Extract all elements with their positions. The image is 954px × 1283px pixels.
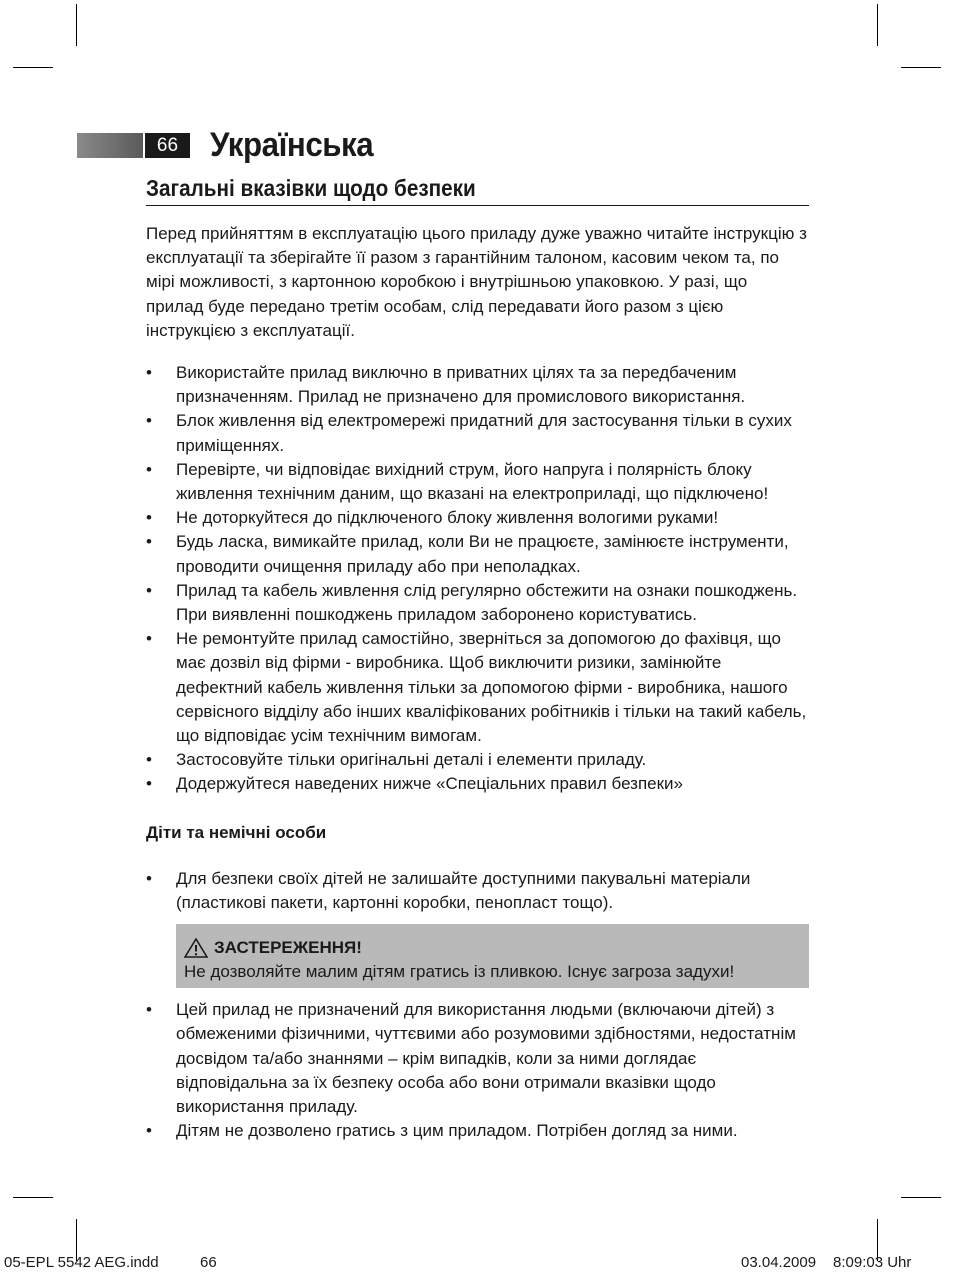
bullet: • [146,363,152,383]
list-item: • Використайте прилад виключно в приватних цілях та за передбаченим призначенням. Прилад не призначено для промислового використання. [146,363,746,407]
list-item: • Прилад та кабель живлення слід регулярно обстежити на ознаки пошкоджень. При виявленні пошкоджень приладом заборонено користуватись. [146,580,798,625]
bullet: • [146,1000,152,1020]
section-rule [146,205,809,206]
language-title: Українська [210,126,374,164]
intro-paragraph: Перед прийняттям в експлуатацію цього приладу дуже уважно читайте інструкцію з експлуатації та зберігайте її разом з гарантійним талоном, касовим чеком та, по мірі можливості, з картонною коробкою і внутрішньою упаковкою. У разі, що прилад буде передано третім особам, слід передавати його разом з цією інструкцією з експлуатації. [146,224,807,340]
footer-file: 05-EPL 5542 AEG.indd [4,1254,159,1271]
list-item: • Не доторкуйтеся до підключеного блоку живлення вологими руками! [146,506,809,530]
children-section-title: Діти та немічні особи [146,822,327,842]
crop-mark [901,67,941,68]
bullet: • [146,580,152,600]
list-item: • Будь ласка, вимикайте прилад, коли Ви не працюєте, замінюєте інструменти, проводити очищення приладу або при неполадках. [146,532,789,576]
list-item: • Для безпеки своїх дітей не залишайте доступними пакувальні матеріали (пластикові пакети, картонні коробки, пенопласт тощо). [146,868,751,913]
list-item: • Додержуйтеся наведених нижче «Спеціальних правил безпеки» [146,772,809,796]
footer-date: 03.04.2009 [741,1254,817,1271]
page-number-badge: 66 [145,133,190,158]
list-item: • Застосовуйте тільки оригінальні деталі і елементи приладу. [146,748,809,772]
bullet: • [146,868,152,888]
warning-title: ЗАСТЕРЕЖЕННЯ! [214,938,362,958]
list-item: • Дітям не дозволено гратись з цим приладом. Потрібен догляд за ними. [146,1119,809,1143]
bullet: • [146,411,152,431]
bullet: • [146,532,152,552]
crop-mark [901,1197,941,1198]
warning-text: Не дозволяйте малим дітям гратись із пливкою. Існує загроза задухи! [184,962,735,982]
footer-time: 8:09:03 Uhr [833,1254,912,1271]
document-body [146,222,809,1144]
header-gray-bar [77,133,143,158]
list-item: • Перевірте, чи відповідає вихідний струм, його напруга і полярність блоку живлення технічним даним, що вказані на електроприладі, що підключено! [146,459,769,504]
list-item: • Блок живлення від електромережі придатний для застосування тільки в сухих приміщеннях. [146,411,792,455]
bullet: • [146,459,152,479]
list-item: • Не ремонтуйте прилад самостійно, зверніться за допомогою до фахівця, що має дозвіл від фірми - виробника. Щоб виключити ризики, замінюйте дефектний кабель живлення тільки за допомогою фірми - виробника, нашого сервісного відділу або інших кваліфікованих робітників і тільки на такий кабель, що відповідає усім технічним вимогам. [146,629,807,746]
bullet: • [146,1121,152,1141]
warning-triangle-icon [184,938,208,958]
crop-mark [13,1197,53,1198]
section-title: Загальні вказівки щодо безпеки [146,175,476,201]
list-item: • Цей прилад не призначений для використання людьми (включаючи дітей) з обмеженими фізичними, чуттєвими або розумовими здібностями, недостатнім досвідом та/або знаннями – крім випадків, коли за ними доглядає відповідальна за їх безпеку особа або вони отримали вказівки щодо використання приладу. [146,1000,796,1117]
bullet: • [146,750,152,770]
children-list-continued [146,998,809,1143]
children-list [146,867,809,915]
bullet: • [146,629,152,649]
crop-mark [13,67,53,68]
warning-box [176,924,809,988]
bullet: • [146,508,152,528]
footer-page: 66 [200,1254,217,1271]
safety-list [146,361,809,797]
bullet: • [146,774,152,794]
crop-mark [877,4,878,46]
crop-mark [76,4,77,46]
